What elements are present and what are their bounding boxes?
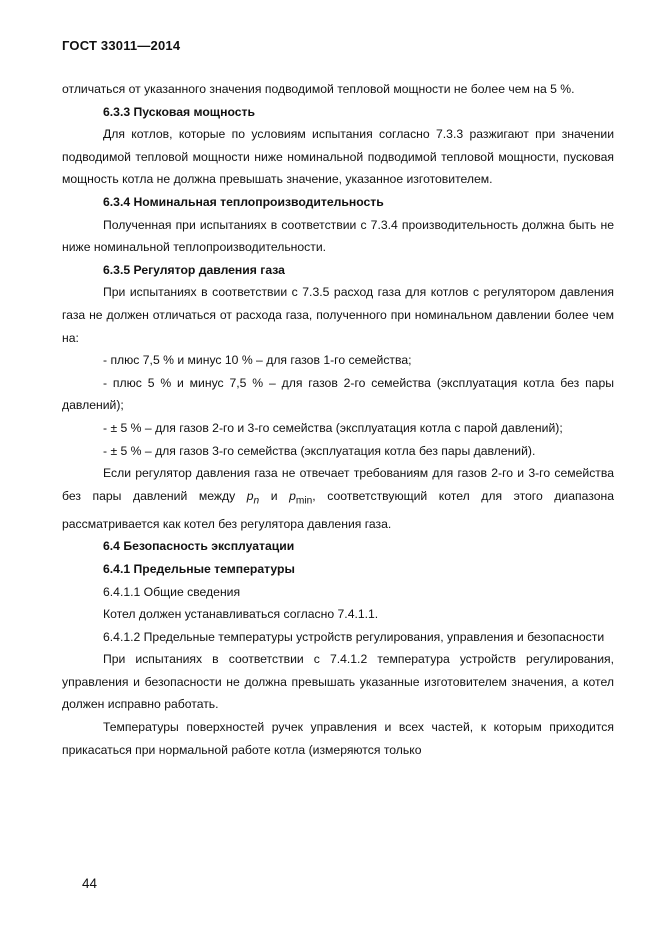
section-heading-6-4-1: 6.4.1 Предельные температуры <box>103 561 295 576</box>
document-body <box>62 78 614 761</box>
paragraph: Котел должен устанавливаться согласно 7.4.1.1. <box>103 607 379 622</box>
subscript-min: min <box>295 495 313 507</box>
text-run: , соответствующий котел для этого диапазона рассматривается как котел без регулятора давления газа. <box>62 488 614 531</box>
list-item: - ± 5 % – для газов 2-го и 3-го семейства (эксплуатация котла с парой давлений); <box>103 420 563 435</box>
section-heading-6-4: 6.4 Безопасность эксплуатации <box>103 539 295 554</box>
list-item: - ± 5 % – для газов 3-го семейства (эксплуатация котла без пары давлений). <box>103 443 536 458</box>
section-heading-6-3-5: 6.3.5 Регулятор давления газа <box>103 262 285 277</box>
paragraph: Полученная при испытаниях в соответствии с 7.3.4 производительность должна быть не ниже номинальной теплопроизводительности. <box>62 217 614 255</box>
paragraph: При испытаниях в соответствии с 7.3.5 расход газа для котлов с регулятором давления газа не должен отличаться от расхода газа, полученного при номинальном давлении более чем на: <box>62 285 614 345</box>
text-run: Если регулятор давления газа не отвечает требованиям для газов 2-го и 3-го семейства без пары давлений между <box>62 466 614 503</box>
page-number: 44 <box>82 876 98 891</box>
section-heading-6-4-1-1: 6.4.1.1 Общие сведения <box>103 584 241 599</box>
list-item: - плюс 5 % и минус 7,5 % – для газов 2-го семейства (эксплуатация котла без пары давлений); <box>62 375 614 413</box>
paragraph: Температуры поверхностей ручек управления и всех частей, к которым приходится прикасаться при нормальной работе котла (измеряются только <box>62 720 614 757</box>
section-heading-6-3-3: 6.3.3 Пусковая мощность <box>103 104 255 119</box>
paragraph-continuation: отличаться от указанного значения подводимой тепловой мощности не более чем на 5 %. <box>62 82 575 96</box>
paragraph: При испытаниях в соответствии с 7.4.1.2 температура устройств регулирования, управления и безопасности не должна превышать указанные изготовителем значения, а котел должен исправно работать. <box>62 652 614 712</box>
symbol-p: p <box>246 488 254 503</box>
list-item: - плюс 7,5 % и минус 10 % – для газов 1-го семейства; <box>103 353 412 368</box>
symbol-p: p <box>289 488 296 503</box>
paragraph: Для котлов, которые по условиям испытания согласно 7.3.3 разжигают при значении подводимой тепловой мощности ниже номинальной подводимой тепловой мощности, пусковая мощность котла не должна превышать значение, указанное изготовителем. <box>62 127 614 187</box>
section-heading-6-4-1-2: 6.4.1.2 Предельные температуры устройств регулирования, управления и безопасности <box>103 629 605 644</box>
text-run: и <box>259 488 290 503</box>
document-header-title: ГОСТ 33011—2014 <box>62 38 181 53</box>
paragraph-regulator <box>62 462 614 535</box>
section-heading-6-3-4: 6.3.4 Номинальная теплопроизводительность <box>103 194 384 209</box>
subscript-n: n <box>253 495 260 507</box>
